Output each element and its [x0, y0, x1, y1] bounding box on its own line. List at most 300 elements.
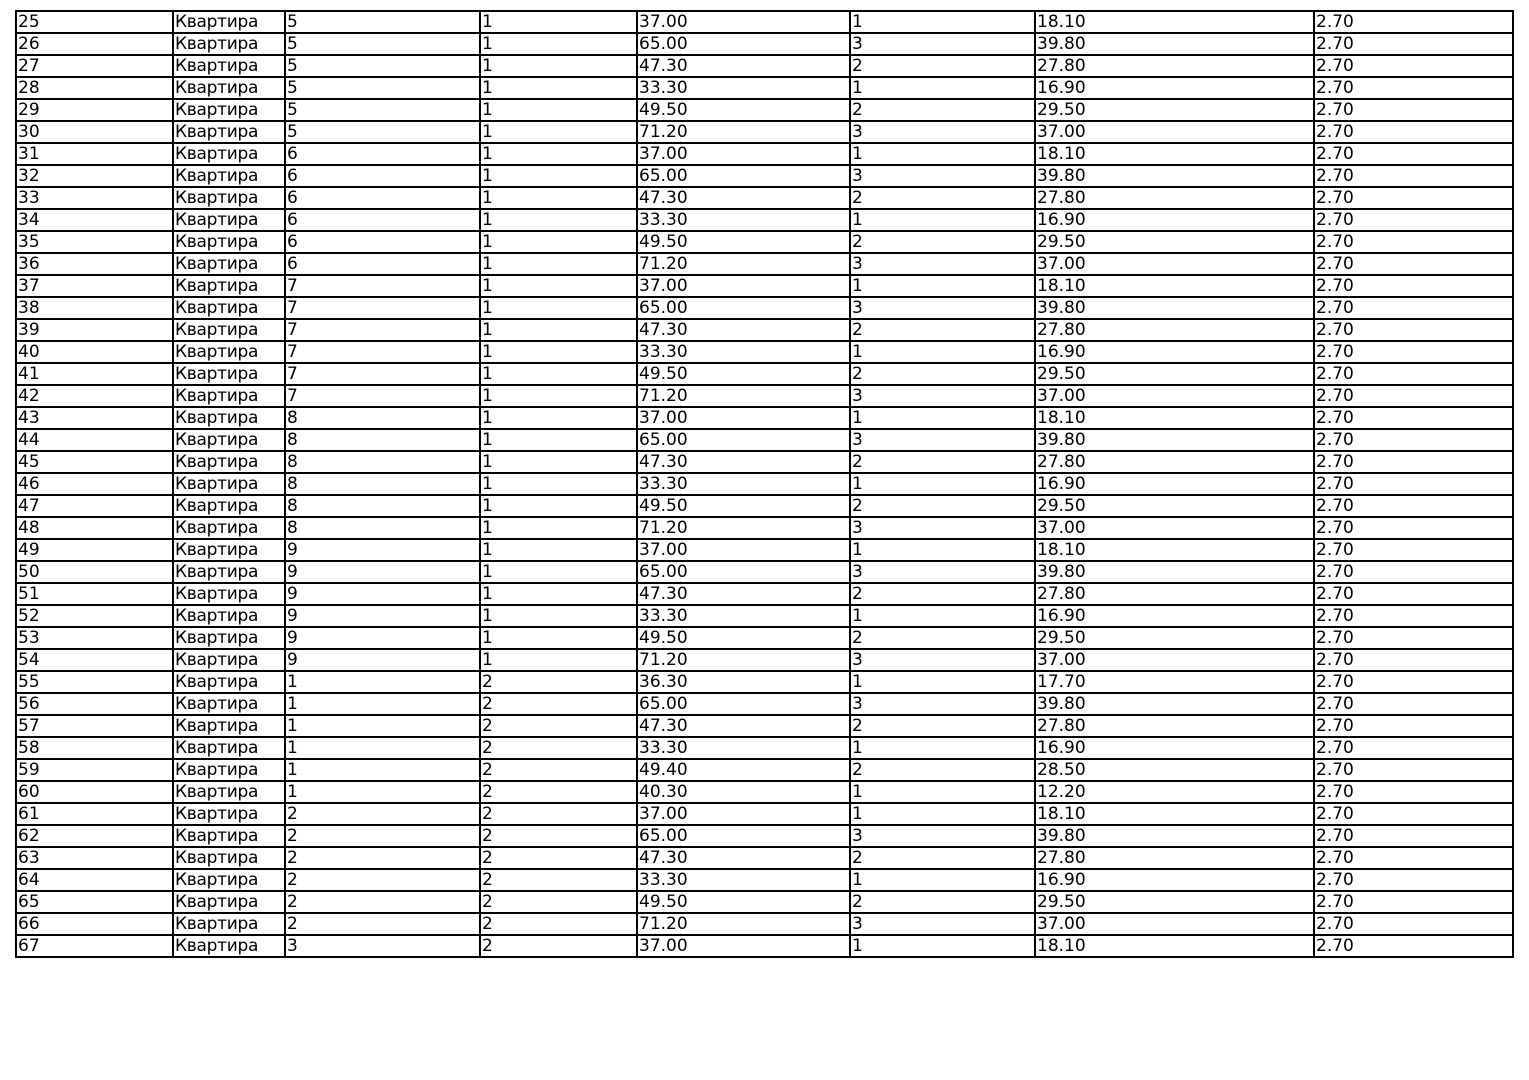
cell-ceiling-height: 2.70	[1314, 561, 1513, 583]
cell-rooms: 2	[850, 55, 1035, 77]
cell-total-area: 47.30	[637, 583, 850, 605]
cell-section: 3	[285, 935, 480, 957]
cell-type: Квартира	[173, 759, 285, 781]
cell-number: 42	[16, 385, 173, 407]
cell-rooms: 3	[850, 561, 1035, 583]
cell-total-area: 65.00	[637, 165, 850, 187]
cell-rooms: 1	[850, 869, 1035, 891]
cell-rooms: 2	[850, 847, 1035, 869]
cell-number: 47	[16, 495, 173, 517]
cell-ceiling-height: 2.70	[1314, 253, 1513, 275]
cell-entrance: 1	[480, 627, 637, 649]
cell-rooms: 1	[850, 605, 1035, 627]
cell-rooms: 3	[850, 121, 1035, 143]
table-row	[16, 583, 1513, 605]
cell-number: 34	[16, 209, 173, 231]
cell-number: 39	[16, 319, 173, 341]
cell-ceiling-height: 2.70	[1314, 407, 1513, 429]
cell-section: 6	[285, 209, 480, 231]
cell-number: 36	[16, 253, 173, 275]
cell-ceiling-height: 2.70	[1314, 715, 1513, 737]
cell-ceiling-height: 2.70	[1314, 649, 1513, 671]
cell-living-area: 39.80	[1035, 561, 1314, 583]
cell-number: 65	[16, 891, 173, 913]
table-row	[16, 363, 1513, 385]
cell-entrance: 1	[480, 121, 637, 143]
cell-type: Квартира	[173, 561, 285, 583]
cell-entrance: 1	[480, 11, 637, 33]
apartment-table	[15, 10, 1514, 958]
cell-total-area: 47.30	[637, 55, 850, 77]
cell-section: 7	[285, 319, 480, 341]
cell-total-area: 37.00	[637, 275, 850, 297]
cell-living-area: 29.50	[1035, 627, 1314, 649]
cell-total-area: 65.00	[637, 33, 850, 55]
cell-entrance: 1	[480, 539, 637, 561]
cell-type: Квартира	[173, 583, 285, 605]
cell-rooms: 2	[850, 187, 1035, 209]
cell-section: 8	[285, 429, 480, 451]
cell-living-area: 29.50	[1035, 363, 1314, 385]
cell-section: 8	[285, 495, 480, 517]
table-row	[16, 319, 1513, 341]
cell-rooms: 1	[850, 781, 1035, 803]
cell-type: Квартира	[173, 11, 285, 33]
cell-ceiling-height: 2.70	[1314, 759, 1513, 781]
cell-total-area: 49.50	[637, 99, 850, 121]
cell-ceiling-height: 2.70	[1314, 231, 1513, 253]
cell-living-area: 16.90	[1035, 473, 1314, 495]
cell-entrance: 1	[480, 77, 637, 99]
cell-type: Квартира	[173, 275, 285, 297]
cell-ceiling-height: 2.70	[1314, 891, 1513, 913]
cell-number: 31	[16, 143, 173, 165]
cell-section: 2	[285, 825, 480, 847]
cell-entrance: 1	[480, 319, 637, 341]
cell-section: 9	[285, 539, 480, 561]
cell-section: 7	[285, 363, 480, 385]
table-row	[16, 539, 1513, 561]
cell-living-area: 29.50	[1035, 99, 1314, 121]
cell-total-area: 65.00	[637, 297, 850, 319]
cell-living-area: 27.80	[1035, 55, 1314, 77]
table-row	[16, 627, 1513, 649]
cell-living-area: 18.10	[1035, 407, 1314, 429]
cell-rooms: 3	[850, 297, 1035, 319]
cell-living-area: 29.50	[1035, 495, 1314, 517]
cell-section: 9	[285, 649, 480, 671]
cell-total-area: 37.00	[637, 539, 850, 561]
table-row	[16, 803, 1513, 825]
cell-section: 6	[285, 143, 480, 165]
cell-ceiling-height: 2.70	[1314, 869, 1513, 891]
cell-entrance: 1	[480, 187, 637, 209]
table-row	[16, 143, 1513, 165]
cell-entrance: 2	[480, 935, 637, 957]
cell-ceiling-height: 2.70	[1314, 913, 1513, 935]
cell-ceiling-height: 2.70	[1314, 165, 1513, 187]
cell-living-area: 27.80	[1035, 847, 1314, 869]
cell-number: 54	[16, 649, 173, 671]
cell-rooms: 1	[850, 209, 1035, 231]
table-row	[16, 715, 1513, 737]
cell-rooms: 1	[850, 77, 1035, 99]
table-row	[16, 451, 1513, 473]
table-row	[16, 891, 1513, 913]
cell-ceiling-height: 2.70	[1314, 583, 1513, 605]
cell-ceiling-height: 2.70	[1314, 803, 1513, 825]
cell-type: Квартира	[173, 55, 285, 77]
cell-rooms: 1	[850, 539, 1035, 561]
cell-living-area: 39.80	[1035, 297, 1314, 319]
cell-entrance: 1	[480, 451, 637, 473]
cell-entrance: 1	[480, 33, 637, 55]
cell-type: Квартира	[173, 825, 285, 847]
table-row	[16, 693, 1513, 715]
cell-total-area: 49.50	[637, 231, 850, 253]
cell-living-area: 27.80	[1035, 583, 1314, 605]
cell-rooms: 2	[850, 99, 1035, 121]
table-row	[16, 825, 1513, 847]
cell-number: 58	[16, 737, 173, 759]
cell-living-area: 29.50	[1035, 891, 1314, 913]
cell-ceiling-height: 2.70	[1314, 99, 1513, 121]
cell-rooms: 3	[850, 693, 1035, 715]
cell-type: Квартира	[173, 33, 285, 55]
cell-total-area: 36.30	[637, 671, 850, 693]
cell-living-area: 12.20	[1035, 781, 1314, 803]
cell-living-area: 37.00	[1035, 649, 1314, 671]
cell-living-area: 16.90	[1035, 869, 1314, 891]
cell-rooms: 1	[850, 935, 1035, 957]
cell-type: Квартира	[173, 605, 285, 627]
cell-total-area: 65.00	[637, 825, 850, 847]
cell-entrance: 2	[480, 847, 637, 869]
table-row	[16, 275, 1513, 297]
cell-total-area: 47.30	[637, 187, 850, 209]
cell-total-area: 65.00	[637, 693, 850, 715]
cell-total-area: 37.00	[637, 803, 850, 825]
cell-type: Квартира	[173, 451, 285, 473]
table-row	[16, 561, 1513, 583]
cell-ceiling-height: 2.70	[1314, 187, 1513, 209]
cell-living-area: 18.10	[1035, 539, 1314, 561]
cell-type: Квартира	[173, 781, 285, 803]
cell-living-area: 27.80	[1035, 451, 1314, 473]
cell-ceiling-height: 2.70	[1314, 539, 1513, 561]
table-row	[16, 869, 1513, 891]
cell-total-area: 37.00	[637, 143, 850, 165]
cell-type: Квартира	[173, 121, 285, 143]
cell-entrance: 2	[480, 891, 637, 913]
cell-entrance: 1	[480, 297, 637, 319]
cell-type: Квартира	[173, 363, 285, 385]
cell-type: Квартира	[173, 473, 285, 495]
table-row	[16, 11, 1513, 33]
cell-number: 26	[16, 33, 173, 55]
cell-ceiling-height: 2.70	[1314, 451, 1513, 473]
cell-ceiling-height: 2.70	[1314, 209, 1513, 231]
cell-section: 2	[285, 803, 480, 825]
cell-type: Квартира	[173, 231, 285, 253]
cell-living-area: 37.00	[1035, 385, 1314, 407]
cell-ceiling-height: 2.70	[1314, 121, 1513, 143]
cell-entrance: 1	[480, 275, 637, 297]
cell-total-area: 49.50	[637, 363, 850, 385]
cell-section: 6	[285, 187, 480, 209]
cell-type: Квартира	[173, 715, 285, 737]
table-row	[16, 759, 1513, 781]
cell-type: Квартира	[173, 297, 285, 319]
table-row	[16, 605, 1513, 627]
cell-section: 2	[285, 891, 480, 913]
cell-number: 64	[16, 869, 173, 891]
cell-type: Квартира	[173, 495, 285, 517]
cell-entrance: 2	[480, 913, 637, 935]
table-row	[16, 781, 1513, 803]
cell-number: 60	[16, 781, 173, 803]
cell-type: Квартира	[173, 869, 285, 891]
cell-ceiling-height: 2.70	[1314, 341, 1513, 363]
cell-entrance: 2	[480, 825, 637, 847]
cell-number: 35	[16, 231, 173, 253]
cell-entrance: 1	[480, 495, 637, 517]
cell-section: 9	[285, 561, 480, 583]
cell-number: 32	[16, 165, 173, 187]
cell-entrance: 1	[480, 231, 637, 253]
table-row	[16, 385, 1513, 407]
cell-number: 33	[16, 187, 173, 209]
cell-rooms: 1	[850, 803, 1035, 825]
cell-number: 66	[16, 913, 173, 935]
cell-rooms: 2	[850, 231, 1035, 253]
cell-number: 61	[16, 803, 173, 825]
cell-number: 46	[16, 473, 173, 495]
cell-living-area: 39.80	[1035, 165, 1314, 187]
table-row	[16, 165, 1513, 187]
cell-entrance: 1	[480, 363, 637, 385]
table-row	[16, 517, 1513, 539]
cell-rooms: 1	[850, 341, 1035, 363]
cell-number: 51	[16, 583, 173, 605]
cell-section: 2	[285, 847, 480, 869]
cell-type: Квартира	[173, 737, 285, 759]
cell-section: 9	[285, 583, 480, 605]
cell-rooms: 1	[850, 143, 1035, 165]
cell-type: Квартира	[173, 77, 285, 99]
cell-living-area: 16.90	[1035, 209, 1314, 231]
cell-number: 57	[16, 715, 173, 737]
cell-ceiling-height: 2.70	[1314, 11, 1513, 33]
cell-rooms: 1	[850, 671, 1035, 693]
cell-entrance: 1	[480, 561, 637, 583]
cell-type: Квартира	[173, 627, 285, 649]
cell-ceiling-height: 2.70	[1314, 737, 1513, 759]
cell-living-area: 18.10	[1035, 143, 1314, 165]
cell-entrance: 2	[480, 759, 637, 781]
cell-rooms: 2	[850, 319, 1035, 341]
cell-number: 38	[16, 297, 173, 319]
cell-number: 50	[16, 561, 173, 583]
table-row	[16, 737, 1513, 759]
cell-entrance: 1	[480, 385, 637, 407]
cell-number: 62	[16, 825, 173, 847]
cell-rooms: 3	[850, 385, 1035, 407]
cell-type: Квартира	[173, 517, 285, 539]
cell-type: Квартира	[173, 187, 285, 209]
cell-section: 7	[285, 297, 480, 319]
cell-section: 7	[285, 341, 480, 363]
cell-rooms: 1	[850, 275, 1035, 297]
cell-section: 1	[285, 671, 480, 693]
cell-living-area: 28.50	[1035, 759, 1314, 781]
table-row	[16, 341, 1513, 363]
cell-total-area: 33.30	[637, 605, 850, 627]
cell-section: 2	[285, 869, 480, 891]
cell-total-area: 40.30	[637, 781, 850, 803]
cell-ceiling-height: 2.70	[1314, 495, 1513, 517]
cell-total-area: 47.30	[637, 847, 850, 869]
table-row	[16, 649, 1513, 671]
cell-living-area: 37.00	[1035, 121, 1314, 143]
cell-living-area: 16.90	[1035, 77, 1314, 99]
cell-total-area: 71.20	[637, 517, 850, 539]
cell-total-area: 65.00	[637, 561, 850, 583]
cell-rooms: 3	[850, 649, 1035, 671]
cell-living-area: 29.50	[1035, 231, 1314, 253]
table-row	[16, 187, 1513, 209]
cell-entrance: 1	[480, 143, 637, 165]
cell-entrance: 2	[480, 693, 637, 715]
cell-number: 53	[16, 627, 173, 649]
cell-ceiling-height: 2.70	[1314, 33, 1513, 55]
cell-ceiling-height: 2.70	[1314, 693, 1513, 715]
cell-entrance: 2	[480, 869, 637, 891]
cell-entrance: 2	[480, 715, 637, 737]
cell-ceiling-height: 2.70	[1314, 385, 1513, 407]
table-row	[16, 99, 1513, 121]
cell-ceiling-height: 2.70	[1314, 847, 1513, 869]
cell-total-area: 65.00	[637, 429, 850, 451]
cell-number: 52	[16, 605, 173, 627]
cell-number: 59	[16, 759, 173, 781]
cell-total-area: 71.20	[637, 121, 850, 143]
cell-ceiling-height: 2.70	[1314, 77, 1513, 99]
cell-rooms: 2	[850, 891, 1035, 913]
cell-living-area: 18.10	[1035, 935, 1314, 957]
cell-section: 5	[285, 11, 480, 33]
cell-ceiling-height: 2.70	[1314, 517, 1513, 539]
cell-entrance: 2	[480, 671, 637, 693]
cell-rooms: 2	[850, 759, 1035, 781]
cell-number: 67	[16, 935, 173, 957]
cell-section: 1	[285, 715, 480, 737]
cell-rooms: 1	[850, 737, 1035, 759]
cell-rooms: 2	[850, 627, 1035, 649]
cell-living-area: 37.00	[1035, 517, 1314, 539]
cell-ceiling-height: 2.70	[1314, 55, 1513, 77]
cell-type: Квартира	[173, 847, 285, 869]
cell-total-area: 33.30	[637, 473, 850, 495]
cell-living-area: 39.80	[1035, 825, 1314, 847]
table-row	[16, 671, 1513, 693]
cell-number: 30	[16, 121, 173, 143]
cell-entrance: 1	[480, 55, 637, 77]
cell-section: 5	[285, 121, 480, 143]
cell-ceiling-height: 2.70	[1314, 605, 1513, 627]
cell-section: 1	[285, 693, 480, 715]
cell-section: 1	[285, 737, 480, 759]
cell-entrance: 1	[480, 649, 637, 671]
cell-type: Квартира	[173, 253, 285, 275]
table-row	[16, 121, 1513, 143]
cell-section: 1	[285, 759, 480, 781]
cell-entrance: 1	[480, 605, 637, 627]
cell-rooms: 2	[850, 495, 1035, 517]
cell-total-area: 37.00	[637, 935, 850, 957]
cell-total-area: 37.00	[637, 11, 850, 33]
cell-total-area: 47.30	[637, 451, 850, 473]
cell-section: 5	[285, 55, 480, 77]
cell-living-area: 18.10	[1035, 803, 1314, 825]
cell-rooms: 1	[850, 11, 1035, 33]
cell-number: 37	[16, 275, 173, 297]
cell-number: 43	[16, 407, 173, 429]
cell-rooms: 2	[850, 715, 1035, 737]
cell-number: 40	[16, 341, 173, 363]
cell-section: 6	[285, 253, 480, 275]
cell-rooms: 3	[850, 165, 1035, 187]
table-row	[16, 55, 1513, 77]
cell-section: 6	[285, 231, 480, 253]
cell-rooms: 2	[850, 583, 1035, 605]
apartment-table-body	[16, 11, 1513, 957]
cell-total-area: 71.20	[637, 913, 850, 935]
cell-number: 29	[16, 99, 173, 121]
cell-section: 5	[285, 33, 480, 55]
cell-type: Квартира	[173, 319, 285, 341]
cell-living-area: 18.10	[1035, 11, 1314, 33]
cell-type: Квартира	[173, 935, 285, 957]
cell-type: Квартира	[173, 407, 285, 429]
cell-type: Квартира	[173, 539, 285, 561]
cell-living-area: 27.80	[1035, 319, 1314, 341]
cell-living-area: 16.90	[1035, 341, 1314, 363]
apartment-table-sheet	[15, 10, 1514, 958]
cell-section: 7	[285, 385, 480, 407]
cell-living-area: 27.80	[1035, 187, 1314, 209]
cell-ceiling-height: 2.70	[1314, 297, 1513, 319]
cell-total-area: 33.30	[637, 737, 850, 759]
cell-section: 8	[285, 473, 480, 495]
cell-ceiling-height: 2.70	[1314, 671, 1513, 693]
cell-number: 25	[16, 11, 173, 33]
cell-ceiling-height: 2.70	[1314, 143, 1513, 165]
cell-total-area: 49.50	[637, 627, 850, 649]
cell-total-area: 49.50	[637, 891, 850, 913]
table-row	[16, 33, 1513, 55]
cell-total-area: 71.20	[637, 253, 850, 275]
cell-number: 28	[16, 77, 173, 99]
cell-total-area: 47.30	[637, 319, 850, 341]
cell-type: Квартира	[173, 803, 285, 825]
cell-section: 5	[285, 77, 480, 99]
cell-total-area: 49.50	[637, 495, 850, 517]
cell-type: Квартира	[173, 165, 285, 187]
cell-total-area: 33.30	[637, 77, 850, 99]
cell-entrance: 1	[480, 253, 637, 275]
cell-total-area: 37.00	[637, 407, 850, 429]
